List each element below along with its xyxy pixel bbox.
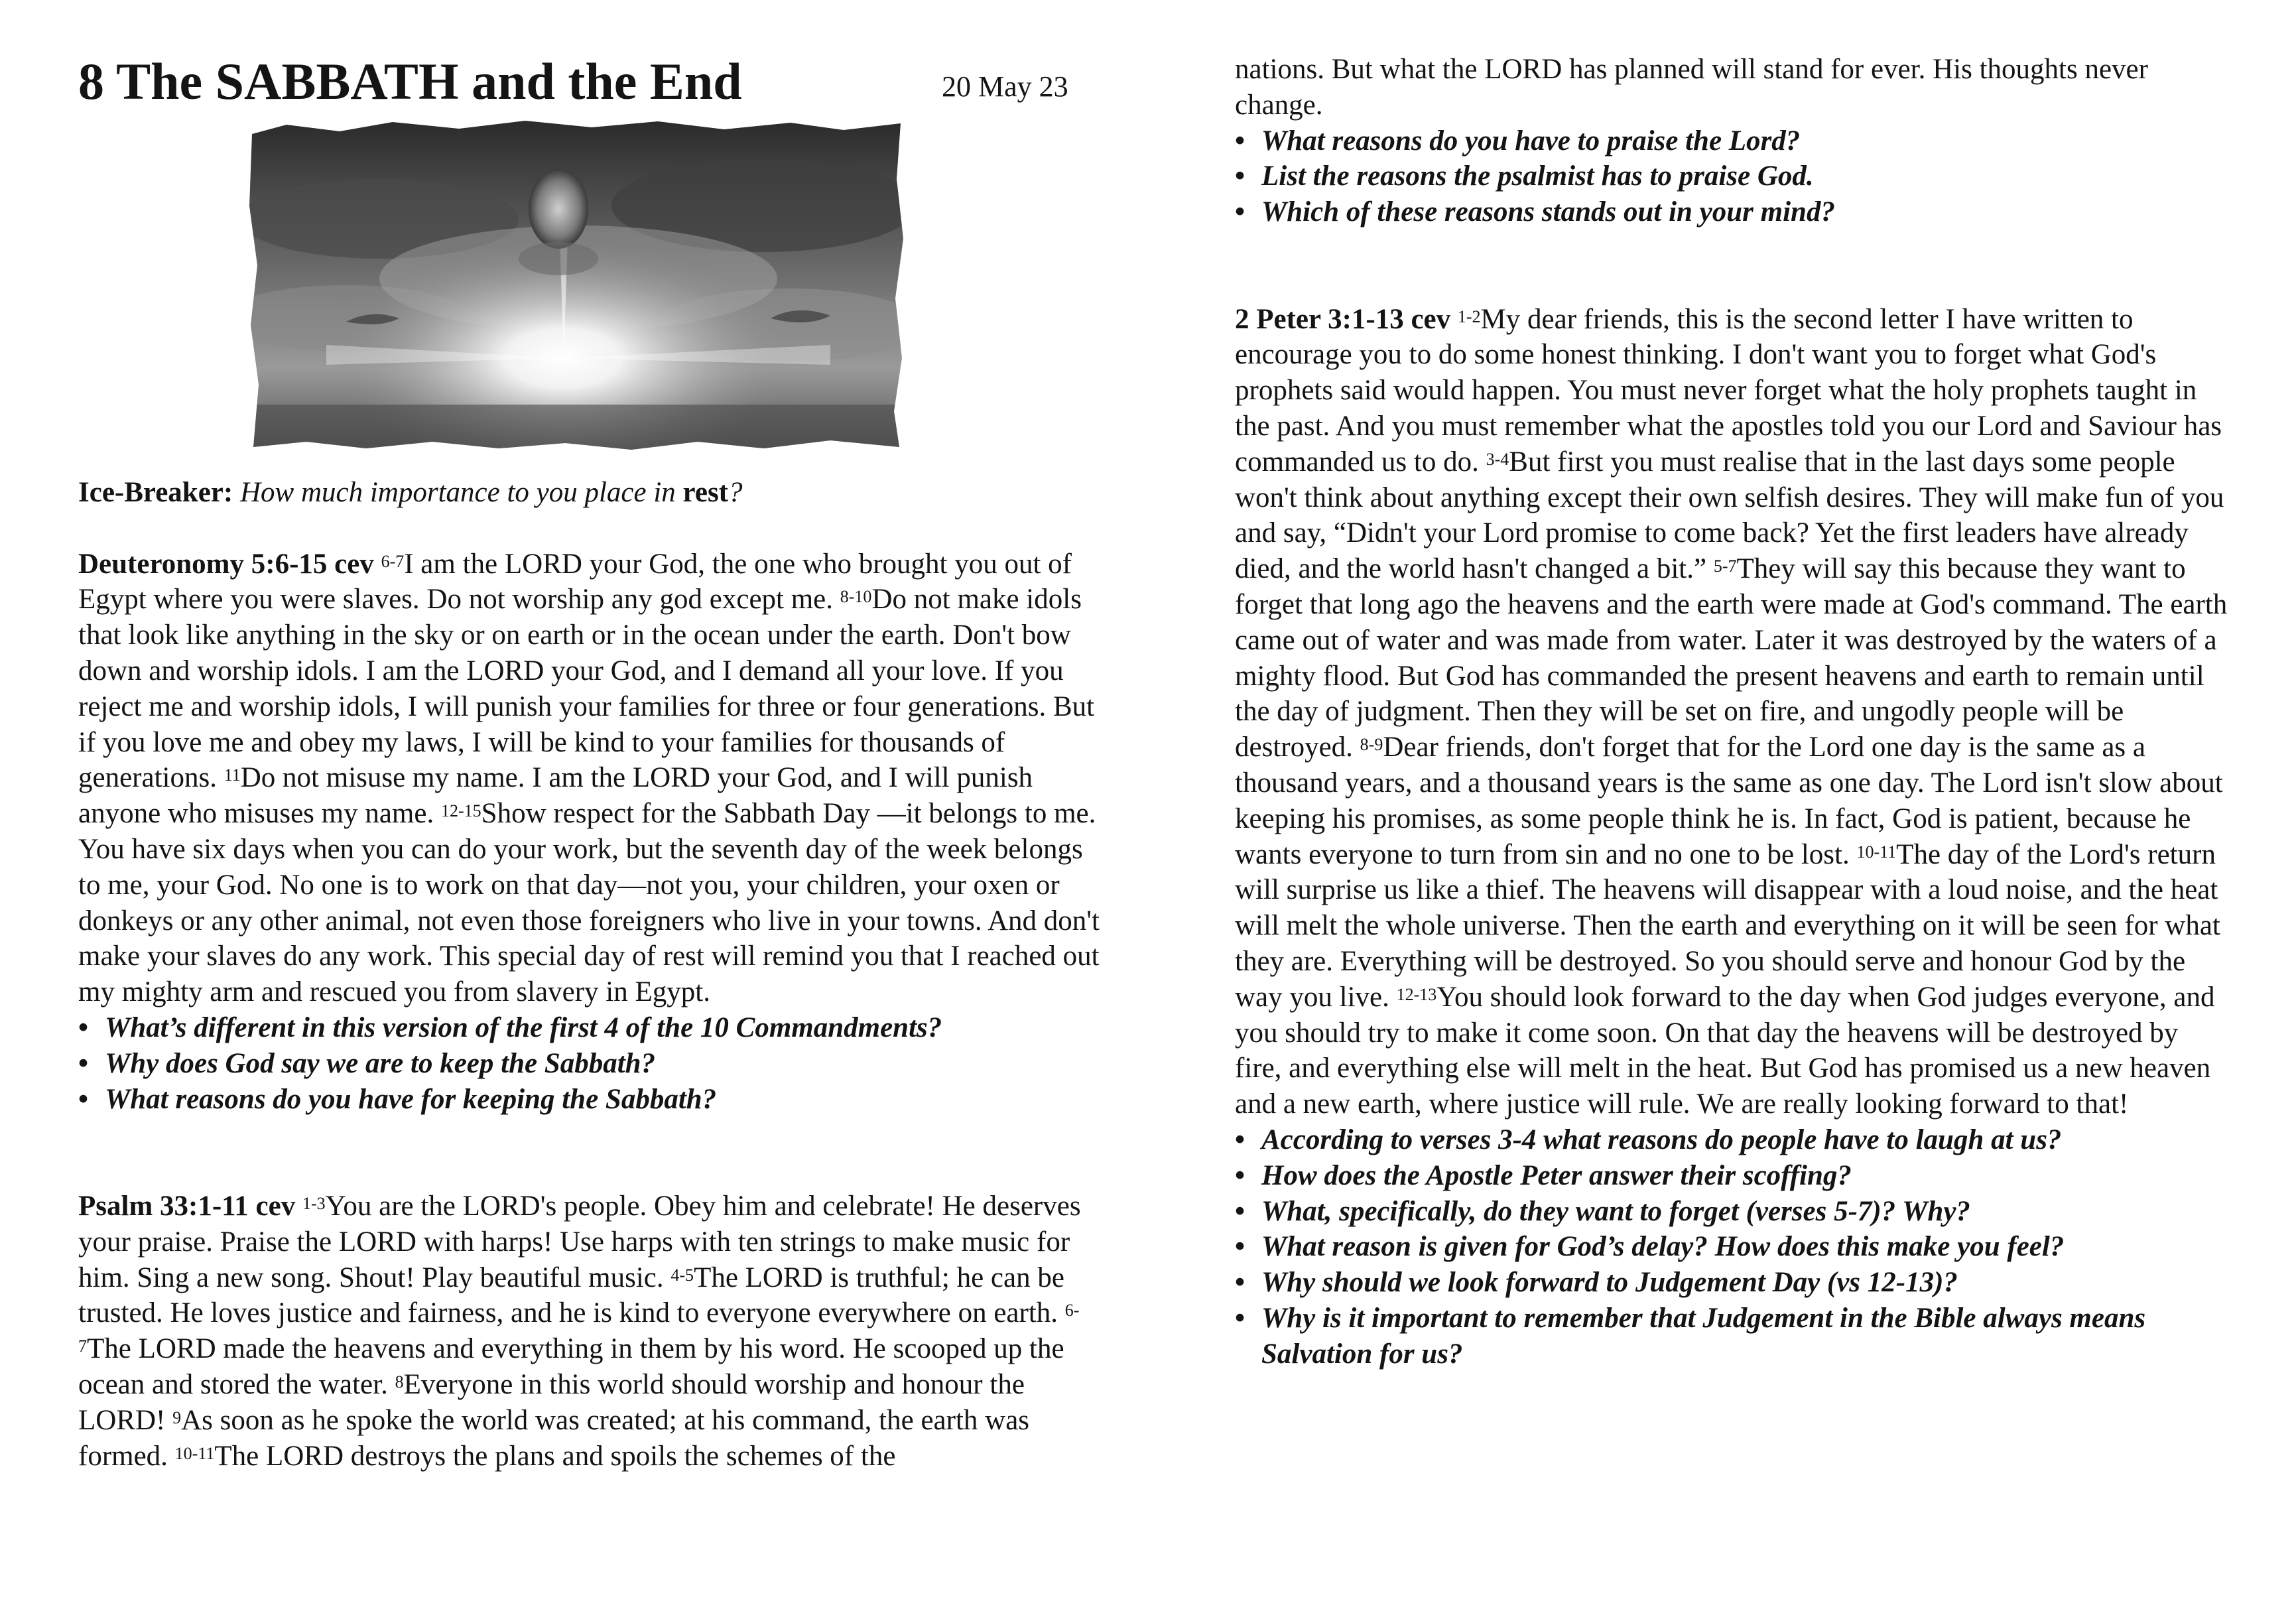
- left-column: [78, 475, 1100, 1474]
- question-item: • What reasons do you have to praise the Lord?: [1235, 123, 2230, 159]
- deuteronomy-questions: [78, 1010, 1100, 1117]
- verse-number: 4-5: [670, 1265, 694, 1285]
- peter-reference: 2 Peter 3:1-13 cev: [1235, 303, 1451, 335]
- psalm-continuation: nations. But what the LORD has planned will stand for ever. His thoughts never change.: [1235, 54, 2148, 121]
- verse-number: 6-7: [78, 1301, 1080, 1356]
- verse-text: Show respect for the Sabbath Day —it belongs to me. You have six days when you can do your work, but the seventh day of the week belongs to me, your God. No one is to work on that day—not you, your children, your oxen or donkeys or any other animal, not even those foreigners who live in your towns. And don't make your slaves do any work. This special day of rest will remind you that I reached out my mighty arm and rescued you from slavery in Egypt.: [78, 798, 1100, 1008]
- question-item: • Why should we look forward to Judgement Day (vs 12-13)?: [1235, 1265, 2230, 1301]
- verse-number: 12-15: [440, 801, 481, 821]
- verse-text: They will say this because they want to forget that long ago the heavens and the earth were made at God's command. The earth came out of water and was made from water. Later it was destroyed by the waters of a mighty flood. But God has commanded the present heavens and earth to remain until the day of judgment. Then they will be set on fire, and ungodly people will be destroyed.: [1235, 553, 2228, 763]
- verse-text: But first you must realise that in the last days some people won't think about anything except their own selfish desires. They will make fun of you and say, “Didn't your Lord promise to come back? Yet the first leaders have already died, and the world hasn't changed a bit.”: [1235, 446, 2224, 585]
- question-item: • According to verses 3-4 what reasons do people have to laugh at us?: [1235, 1122, 2230, 1158]
- verse-text: Everyone in this world should worship and honour the LORD!: [78, 1368, 1025, 1436]
- christ-in-clouds-illustration: [247, 119, 906, 451]
- ice-breaker-question-end: ?: [728, 477, 743, 508]
- right-column: [1235, 52, 2230, 1372]
- peter-passage: [1235, 302, 2230, 1122]
- verse-number: 10-11: [174, 1443, 215, 1463]
- ice-breaker-label: Ice-Breaker:: [78, 477, 233, 508]
- verse-number: 11: [223, 765, 241, 785]
- verse-text: The LORD is truthful; he can be trusted. He loves justice and fairness, and he is kind to everyone everywhere on earth.: [78, 1262, 1065, 1329]
- ice-breaker-question-start: How much importance to you place in: [239, 477, 683, 508]
- verse-text: I am the LORD your God, the one who brought you out of Egypt where you were slaves. Do not worship any god except me.: [78, 548, 1072, 616]
- verse-text: You should look forward to the day when God judges everyone, and you should try to make it come soon. On that day the heavens will be destroyed by fire, and everything else will melt in the heat. But God has promised us a new heaven and a new earth, where justice will rule. We are really looking forward to that!: [1235, 981, 2215, 1120]
- verse-number: 1-3: [302, 1193, 326, 1213]
- ice-breaker-question-bold: rest: [682, 477, 728, 508]
- question-item: • Why is it important to remember that Judgement in the Bible always means Salvation for us?: [1235, 1301, 2230, 1372]
- verse-text: The LORD destroys the plans and spoils the schemes of the: [214, 1440, 896, 1472]
- psalm-questions: [1235, 123, 2230, 230]
- question-item: • How does the Apostle Peter answer their scoffing?: [1235, 1158, 2230, 1194]
- peter-questions: [1235, 1122, 2230, 1372]
- verse-number: 9: [172, 1407, 182, 1427]
- verse-text: Dear friends, don't forget that for the Lord one day is the same as a thousand years, and a thousand years is the same as one day. The Lord isn't slow about keeping his promises, as some people think he is. In fact, God is patient, because he wants everyone to turn from sin and no one to be lost.: [1235, 732, 2223, 870]
- verse-number: 8-10: [840, 587, 872, 607]
- verse-text: The day of the Lord's return will surprise us like a thief. The heavens will disappear with a loud noise, and the heat will melt the whole universe. Then the earth and everything on it will be seen for what they are. Everything will be destroyed. So you should serve and honour God by the way you live.: [1235, 838, 2220, 1013]
- question-item: • List the reasons the psalmist has to praise God.: [1235, 159, 2230, 194]
- verse-text: Do not make idols that look like anything in the sky or on earth or in the ocean under the earth. Don't bow down and worship idols. I am the LORD your God, and I demand all your love. If you reject me and worship idols, I will punish your families for three or four generations. But if you love me and obey my laws, I will be kind to your families for thousands of generations.: [78, 584, 1095, 794]
- study-date: 20 May 23: [942, 70, 1068, 103]
- deuteronomy-text: [78, 549, 1100, 1008]
- verse-text: As soon as he spoke the world was created; at his command, the earth was formed.: [78, 1404, 1030, 1472]
- verse-text: My dear friends, this is the second letter I have written to encourage you to do some honest thinking. I don't want you to forget what God's prophets said would happen. You must never forget what the holy prophets taught in the past. And you must remember what the apostles told you our Lord and Saviour has commanded us to do.: [1235, 303, 2222, 478]
- verse-text: The LORD made the heavens and everything in them by his word. He scooped up the ocean and stored the water.: [78, 1333, 1064, 1400]
- question-item: • Why does God say we are to keep the Sabbath?: [78, 1046, 1100, 1082]
- verse-number: 8-9: [1360, 735, 1383, 755]
- question-item: • What, specifically, do they want to forget (verses 5-7)? Why?: [1235, 1194, 2230, 1230]
- verse-text: You are the LORD's people. Obey him and celebrate! He deserves your praise. Praise the LORD with harps! Use harps with ten strings to make music for him. Sing a new song. Shout! Play beautiful music.: [78, 1190, 1081, 1293]
- ice-breaker: [78, 475, 1100, 511]
- verse-number: 3-4: [1486, 449, 1509, 469]
- verse-number: 8: [395, 1372, 404, 1392]
- psalm-passage: [78, 1189, 1100, 1474]
- psalm-text: [78, 1191, 1081, 1472]
- psalm-reference: Psalm 33:1-11 cev: [78, 1190, 296, 1222]
- deuteronomy-passage: [78, 547, 1100, 1010]
- verse-number: 5-7: [1713, 556, 1737, 576]
- verse-text: Do not misuse my name. I am the LORD your God, and I will punish anyone who misuses my name.: [78, 762, 1033, 830]
- deuteronomy-reference: Deuteronomy 5:6-15 cev: [78, 548, 374, 580]
- verse-number: 10-11: [1856, 842, 1897, 862]
- question-item: • Which of these reasons stands out in your mind?: [1235, 194, 2230, 230]
- question-item: • What reason is given for God’s delay? How does this make you feel?: [1235, 1229, 2230, 1265]
- question-item: • What reasons do you have for keeping the Sabbath?: [78, 1082, 1100, 1118]
- verse-number: 12-13: [1396, 984, 1437, 1004]
- verse-number: 1-2: [1457, 306, 1481, 326]
- verse-number: 6-7: [381, 551, 405, 571]
- peter-text: [1235, 304, 2227, 1120]
- question-item: • What’s different in this version of the first 4 of the 10 Commandments?: [78, 1010, 1100, 1046]
- page-title: 8 The SABBATH and the End: [78, 52, 742, 110]
